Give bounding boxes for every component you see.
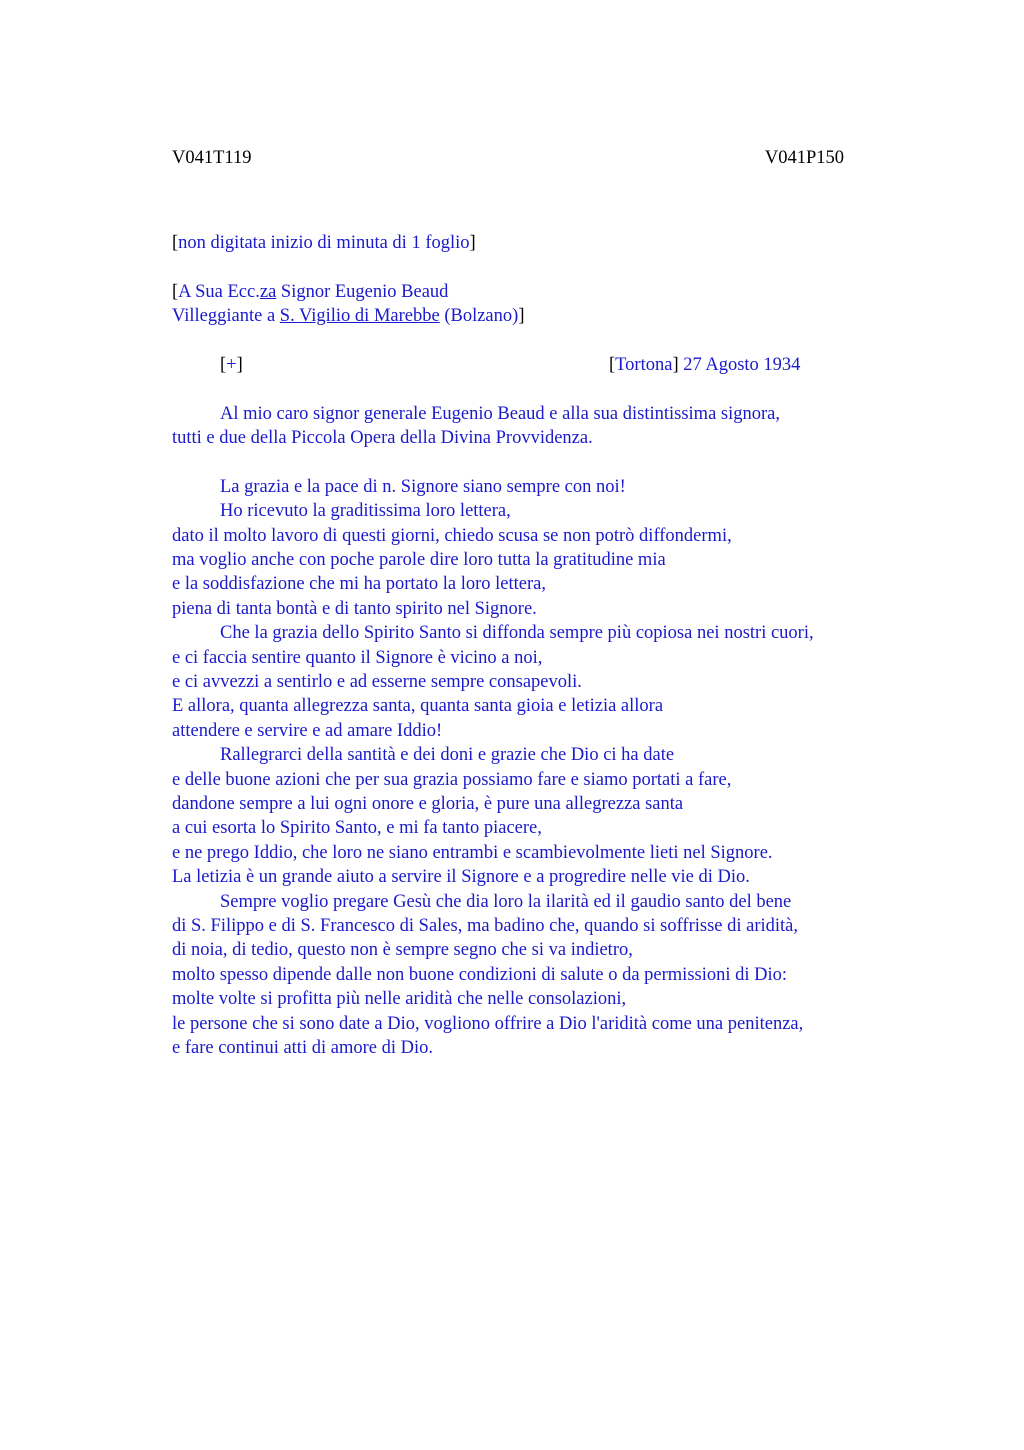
document-header — [172, 146, 884, 170]
body-line: piena di tanta bontà e di tanto spirito nel Signore. — [172, 598, 537, 619]
body-line: dandone sempre a lui ogni onore e gloria, è pure una allegrezza santa — [172, 793, 684, 814]
address-line-2 — [172, 304, 884, 328]
note-bracket-open: [ — [172, 233, 179, 253]
address-bracket-close: ] — [518, 306, 525, 327]
address-place: S. Vigilio di Marebbe — [279, 306, 440, 327]
body-line: a cui esorta lo Spirito Santo, e mi fa tanto piacere, — [172, 818, 542, 839]
body-line: attendere e servire e ad amare Iddio! — [172, 720, 443, 741]
salutation-line-1: Al mio caro signor generale Eugenio Beaud e alla sua distintissima signora, — [220, 403, 780, 424]
letter-date: 27 Agosto 1934 — [678, 354, 801, 375]
body-line: Che la grazia dello Spirito Santo si diffonda sempre più copiosa nei nostri cuori, — [220, 623, 814, 644]
address-prefix: Villeggiante a — [172, 306, 280, 327]
body-line: ma voglio anche con poche parole dire loro tutta la gratitudine mia — [172, 550, 666, 571]
body-line: e ci faccia sentire quanto il Signore è vicino a noi, — [172, 647, 543, 668]
cross-bracket-close: ] — [236, 354, 243, 375]
body-line: E allora, quanta allegrezza santa, quanta santa gioia e letizia allora — [172, 696, 664, 717]
address-line-1 — [172, 280, 884, 304]
cross-bracket-open: [ — [220, 354, 227, 375]
address-province: (Bolzano) — [439, 306, 519, 327]
body-line: dato il molto lavoro di questi giorni, chiedo scusa se non potrò diffondermi, — [172, 525, 732, 546]
place-name: Tortona — [615, 354, 673, 375]
letter-body — [172, 475, 884, 1060]
place-bracket-open: [ — [609, 354, 616, 375]
body-line: e la soddisfazione che mi ha portato la loro lettera, — [172, 574, 546, 595]
cross-mark — [220, 353, 243, 377]
salutation-line-2: tutti e due della Piccola Opera della Divina Provvidenza. — [172, 428, 593, 449]
body-line: Rallegrarci della santità e dei doni e grazie che Dio ci ha date — [220, 745, 675, 766]
cross-symbol: + — [226, 354, 237, 375]
body-line: Ho ricevuto la graditissima loro lettera, — [220, 501, 511, 522]
dateline — [172, 353, 884, 377]
editorial-note — [172, 231, 884, 255]
body-line: molte volte si profitta più nelle aridità che nelle consolazioni, — [172, 989, 627, 1010]
body-line: e delle buone azioni che per sua grazia possiamo fare e siamo portati a fare, — [172, 769, 732, 790]
salutation — [172, 402, 884, 451]
body-line: molto spesso dipende dalle non buone condizioni di salute o da permissioni di Dio: — [172, 964, 788, 985]
letter-page — [172, 146, 884, 1060]
body-line: e ne prego Iddio, che loro ne siano entrambi e scambievolmente lieti nel Signore. — [172, 842, 773, 863]
document-code-left: V041T119 — [172, 148, 252, 168]
recipient-address — [172, 280, 884, 329]
address-name: Signor Eugenio Beaud — [276, 281, 449, 302]
body-line: La letizia è un grande aiuto a servire il Signore e a progredire nelle vie di Dio. — [172, 867, 750, 888]
body-line: le persone che si sono date a Dio, vogliono offrire a Dio l'aridità come una penitenza, — [172, 1013, 804, 1034]
address-title: A Sua Ecc. — [178, 281, 260, 302]
body-line: di noia, di tedio, questo non è sempre segno che si va indietro, — [172, 940, 633, 961]
place-and-date — [609, 353, 800, 377]
body-line: Sempre voglio pregare Gesù che dia loro la ilarità ed il gaudio santo del bene — [220, 891, 792, 912]
address-title-superscript: za — [259, 281, 277, 302]
address-bracket-open: [ — [172, 281, 179, 302]
body-line: e ci avvezzi a sentirlo e ad esserne sempre consapevoli. — [172, 672, 582, 693]
body-line: La grazia e la pace di n. Signore siano sempre con noi! — [220, 476, 626, 497]
note-bracket-close: ] — [469, 233, 476, 253]
body-line: di S. Filippo e di S. Francesco di Sales, ma badino che, quando si soffrisse di aridità, — [172, 915, 799, 936]
body-line: e fare continui atti di amore di Dio. — [172, 1037, 433, 1058]
place-bracket-close: ] — [672, 354, 679, 375]
note-text: non digitata inizio di minuta di 1 foglio — [178, 233, 470, 253]
document-code-right: V041P150 — [764, 148, 844, 168]
